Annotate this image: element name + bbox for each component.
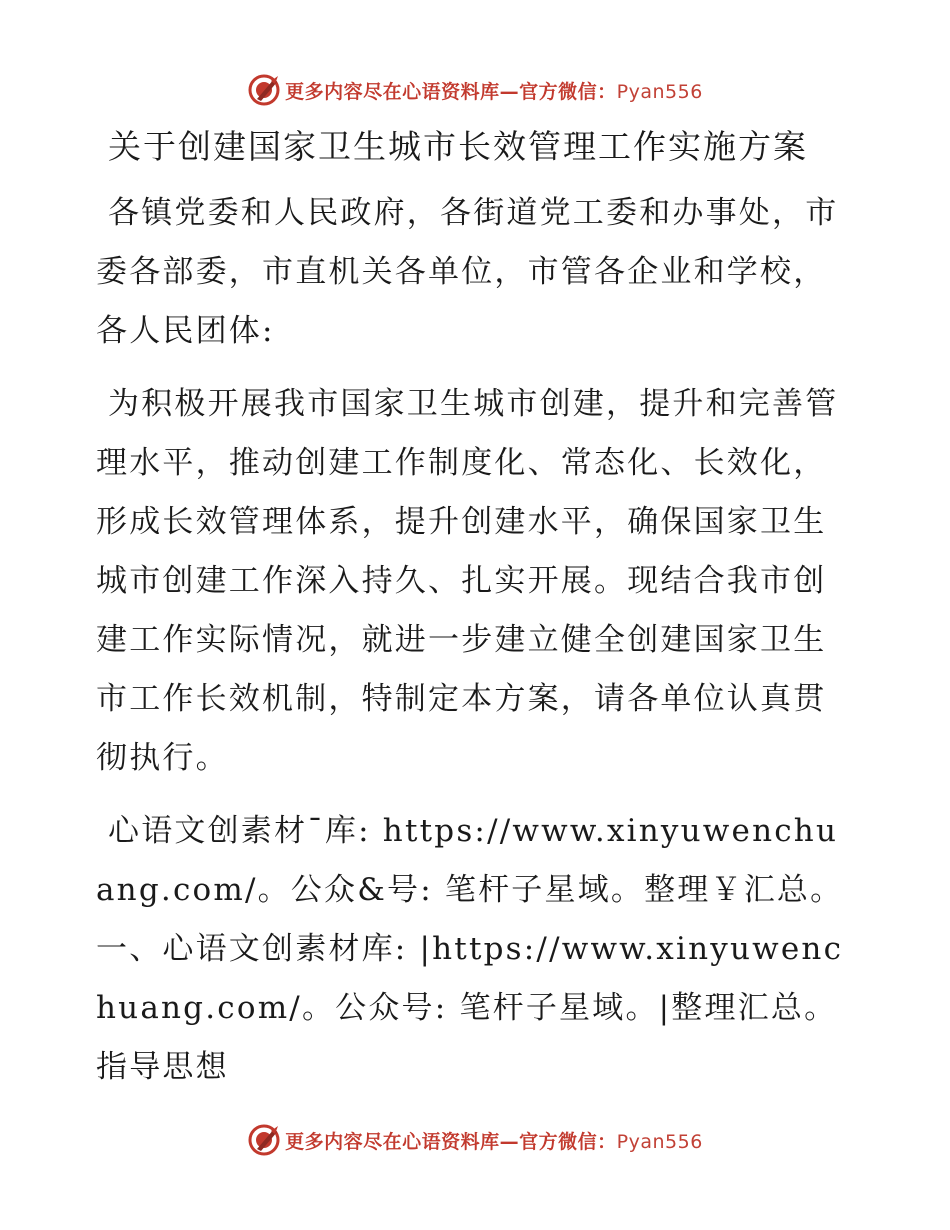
body-paragraph: 为积极开展我市国家卫生城市创建，提升和完善管理水平，推动创建工作制度化、常态化、长效化，形成长效管理体系，提升创建水平，确保国家卫生城市创建工作深入持久、扎实开展。现结合我市创建工作实际情况，就进一步建立健全创建国家卫生市工作长效机制，特制定本方案，请各单位认真贯彻执行。: [96, 386, 839, 776]
banner-text: 更多内容尽在心语资料库—官方微信：Pyan556: [285, 1130, 703, 1153]
document-body: [96, 122, 856, 1111]
header-banner: [0, 68, 950, 112]
source-note-paragraph: 心语文创素材¯库: https://www.xinyuwenchuang.com/。公众&号: 笔杆子星域。整理￥汇总。一、心语文创素材库: |https://www.xinyuwenchuang.com/。公众号: 笔杆子星域。|整理汇总。指导思想: [96, 813, 844, 1085]
salutation-paragraph: 各镇党委和人民政府，各街道党工委和办事处，市委各部委，市直机关各单位，市管各企业和学校，各人民团体:: [96, 195, 839, 349]
banner-text: 更多内容尽在心语资料库—官方微信：Pyan556: [285, 80, 703, 103]
banner-handle: Pyan556: [616, 80, 703, 103]
banner-handle: Pyan556: [616, 1130, 703, 1153]
quill-logo-icon: [247, 73, 281, 107]
quill-logo-icon: [247, 1123, 281, 1157]
footer-banner: [0, 1118, 950, 1162]
document-title: 关于创建国家卫生城市长效管理工作实施方案: [108, 127, 808, 166]
